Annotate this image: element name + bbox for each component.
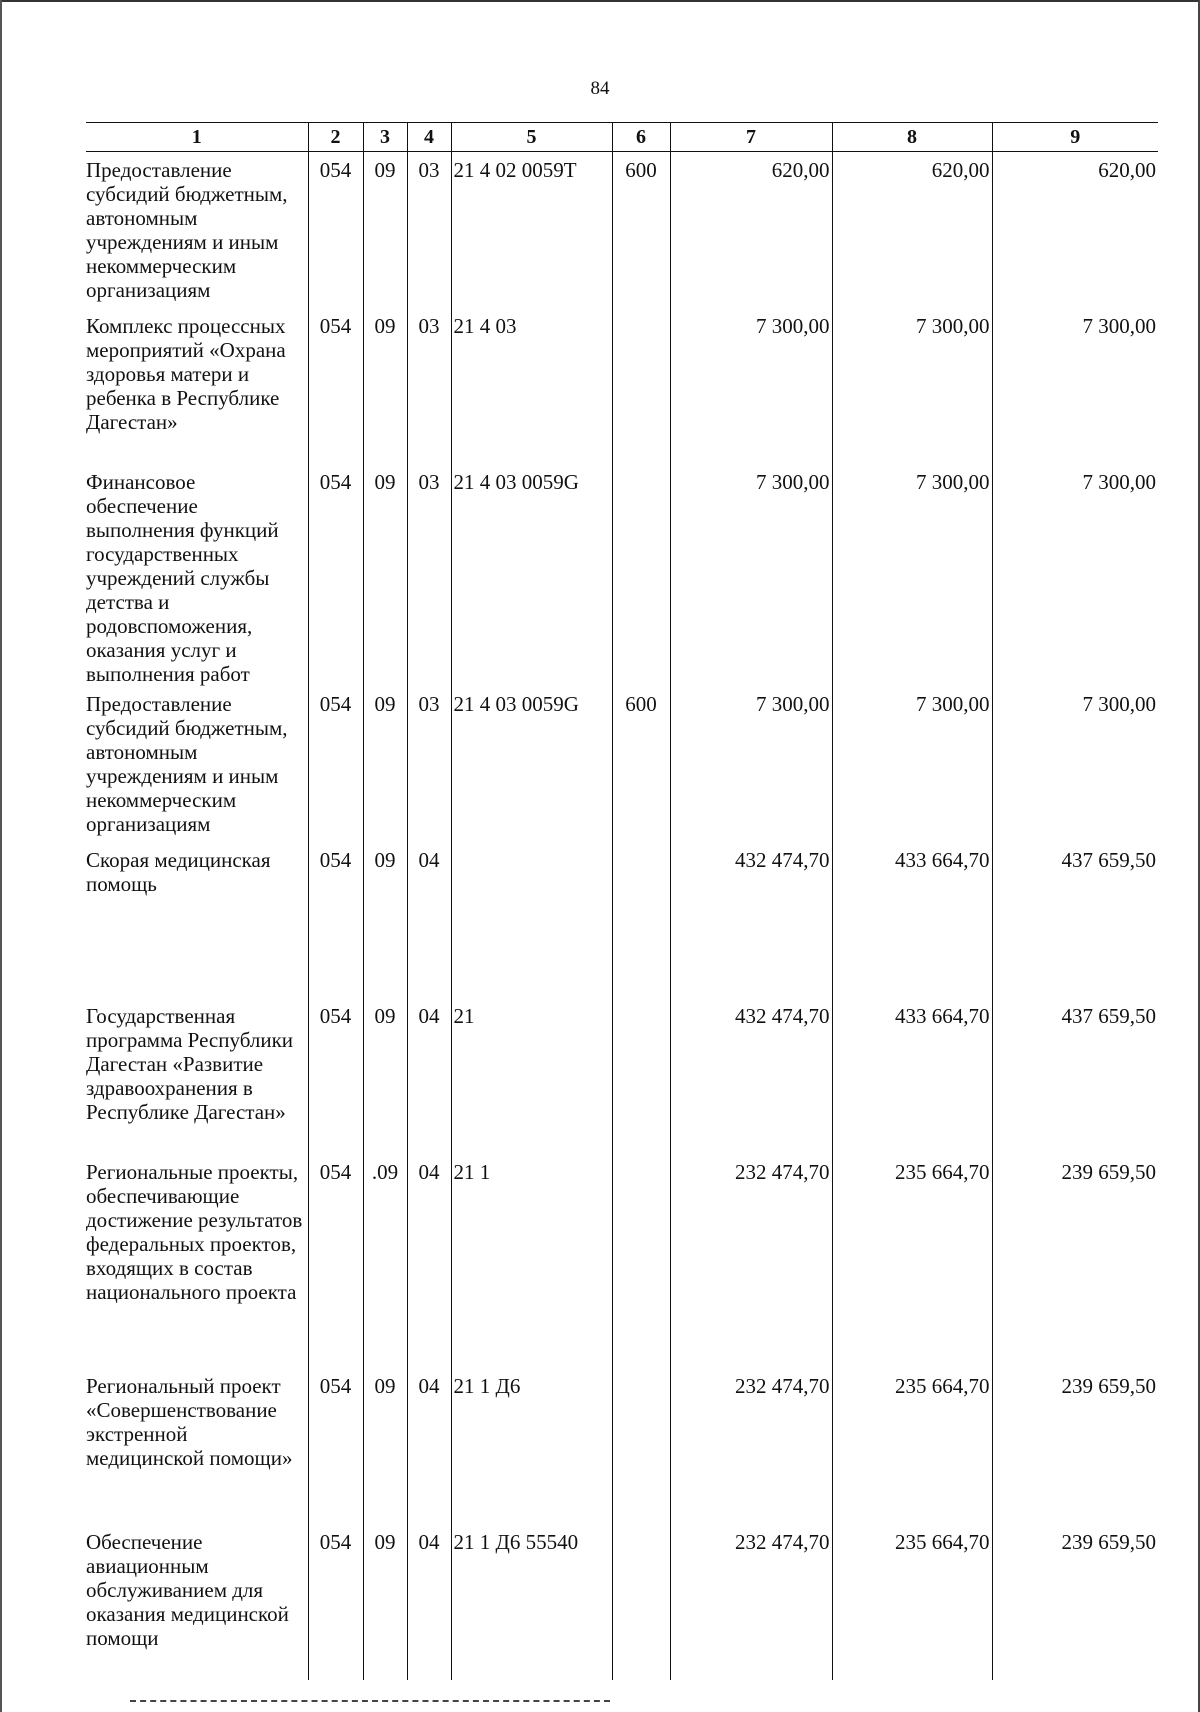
row-name: Финансовое обеспечение выполнения функций государственных учреждений службы детства и родовспоможения, оказания услуг и выполнения работ xyxy=(86,470,279,686)
column-header: 6 xyxy=(612,123,670,152)
row-name: Скорая медицинская помощь xyxy=(86,848,271,896)
column-header: 2 xyxy=(308,123,363,152)
table-row xyxy=(86,308,1158,464)
cell-target-article: 21 xyxy=(451,998,612,1154)
cell-expense-type: 600 xyxy=(612,152,670,309)
table-row xyxy=(86,686,1158,842)
column-header: 7 xyxy=(670,123,832,152)
cell-section: 09 xyxy=(363,464,407,686)
cell-expense-type xyxy=(612,1368,670,1524)
cell-subsection: 03 xyxy=(407,152,451,309)
cell-amount-col7: 7 300,00 xyxy=(670,464,832,686)
cell-section: 09 xyxy=(363,686,407,842)
cell-expense-type xyxy=(612,1154,670,1368)
table-row xyxy=(86,1368,1158,1524)
cell-target-article: 21 1 Д6 55540 xyxy=(451,1524,612,1680)
cell-amount-col8: 620,00 xyxy=(832,152,992,309)
cell-section: 09 xyxy=(363,1368,407,1524)
cell-target-article xyxy=(451,842,612,998)
budget-table xyxy=(86,122,1158,1680)
cell-amount-col9: 7 300,00 xyxy=(992,308,1158,464)
cell-admin-code: 054 xyxy=(308,1154,363,1368)
cell-admin-code: 054 xyxy=(308,1524,363,1680)
cell-subsection: 03 xyxy=(407,686,451,842)
table-row xyxy=(86,1524,1158,1680)
cell-subsection: 04 xyxy=(407,998,451,1154)
cell-amount-col9: 437 659,50 xyxy=(992,842,1158,998)
cell-target-article: 21 1 Д6 xyxy=(451,1368,612,1524)
cell-admin-code: 054 xyxy=(308,464,363,686)
cell-amount-col9: 239 659,50 xyxy=(992,1368,1158,1524)
scan-border-top xyxy=(0,0,1200,2)
row-name: Региональный проект «Совершенствование экстренной медицинской помощи» xyxy=(86,1374,293,1470)
cell-amount-col9: 7 300,00 xyxy=(992,464,1158,686)
cell-target-article: 21 4 03 0059G xyxy=(451,464,612,686)
cell-subsection: 03 xyxy=(407,464,451,686)
cell-amount-col8: 433 664,70 xyxy=(832,998,992,1154)
column-header: 8 xyxy=(832,123,992,152)
column-header: 5 xyxy=(451,123,612,152)
row-name: Региональные проекты, обеспечивающие достижение результатов федеральных проектов, входящих в состав национального проекта xyxy=(86,1160,303,1304)
table-header-row xyxy=(86,123,1158,152)
cell-amount-col9: 7 300,00 xyxy=(992,686,1158,842)
cell-section: 09 xyxy=(363,152,407,309)
cell-target-article: 21 1 xyxy=(451,1154,612,1368)
cell-expense-type xyxy=(612,998,670,1154)
cell-admin-code: 054 xyxy=(308,308,363,464)
cell-expense-type: 600 xyxy=(612,686,670,842)
cell-subsection: 03 xyxy=(407,308,451,464)
cell-amount-col9: 239 659,50 xyxy=(992,1154,1158,1368)
cell-amount-col7: 432 474,70 xyxy=(670,998,832,1154)
table-row xyxy=(86,464,1158,686)
cell-amount-col9: 239 659,50 xyxy=(992,1524,1158,1680)
cell-amount-col7: 620,00 xyxy=(670,152,832,309)
cell-admin-code: 054 xyxy=(308,686,363,842)
cell-amount-col7: 232 474,70 xyxy=(670,1154,832,1368)
cell-section: 09 xyxy=(363,998,407,1154)
cell-expense-type xyxy=(612,464,670,686)
cell-section: 09 xyxy=(363,1524,407,1680)
cell-expense-type xyxy=(612,842,670,998)
cell-amount-col8: 235 664,70 xyxy=(832,1154,992,1368)
cell-section: .09 xyxy=(363,1154,407,1368)
row-name: Государственная программа Республики Дагестан «Развитие здравоохранения в Республике Дагестан» xyxy=(86,1004,294,1124)
cell-admin-code: 054 xyxy=(308,1368,363,1524)
cell-amount-col8: 7 300,00 xyxy=(832,686,992,842)
cell-subsection: 04 xyxy=(407,1524,451,1680)
column-header: 3 xyxy=(363,123,407,152)
cell-target-article: 21 4 02 0059Т xyxy=(451,152,612,309)
cell-target-article: 21 4 03 xyxy=(451,308,612,464)
cell-amount-col7: 232 474,70 xyxy=(670,1368,832,1524)
cell-subsection: 04 xyxy=(407,842,451,998)
cell-amount-col8: 235 664,70 xyxy=(832,1368,992,1524)
cell-amount-col8: 7 300,00 xyxy=(832,464,992,686)
cell-subsection: 04 xyxy=(407,1368,451,1524)
cell-amount-col7: 432 474,70 xyxy=(670,842,832,998)
cell-amount-col8: 433 664,70 xyxy=(832,842,992,998)
column-header: 4 xyxy=(407,123,451,152)
cell-expense-type xyxy=(612,308,670,464)
cell-expense-type xyxy=(612,1524,670,1680)
cell-amount-col9: 620,00 xyxy=(992,152,1158,309)
table-row xyxy=(86,1154,1158,1368)
scan-bottom-marks xyxy=(130,1700,610,1704)
cell-amount-col7: 7 300,00 xyxy=(670,686,832,842)
cell-amount-col8: 235 664,70 xyxy=(832,1524,992,1680)
table-row xyxy=(86,152,1158,309)
cell-amount-col8: 7 300,00 xyxy=(832,308,992,464)
cell-admin-code: 054 xyxy=(308,152,363,309)
cell-section: 09 xyxy=(363,308,407,464)
page-number: 84 xyxy=(590,78,610,99)
cell-admin-code: 054 xyxy=(308,998,363,1154)
cell-target-article: 21 4 03 0059G xyxy=(451,686,612,842)
cell-section: 09 xyxy=(363,842,407,998)
row-name: Обеспечение авиационным обслуживанием для оказания медицинской помощи xyxy=(86,1530,289,1650)
row-name: Предоставление субсидий бюджетным, автономным учреждениям и иным некоммерческим организациям xyxy=(86,692,288,836)
column-header: 1 xyxy=(86,123,308,152)
row-name: Предоставление субсидий бюджетным, автономным учреждениям и иным некоммерческим организациям xyxy=(86,158,288,302)
cell-amount-col7: 232 474,70 xyxy=(670,1524,832,1680)
table-row xyxy=(86,842,1158,998)
cell-admin-code: 054 xyxy=(308,842,363,998)
column-header: 9 xyxy=(992,123,1158,152)
scan-border-left xyxy=(0,0,2,1712)
cell-amount-col9: 437 659,50 xyxy=(992,998,1158,1154)
table-row xyxy=(86,998,1158,1154)
cell-amount-col7: 7 300,00 xyxy=(670,308,832,464)
row-name: Комплекс процессных мероприятий «Охрана здоровья матери и ребенка в Республике Дагестан» xyxy=(86,314,286,434)
cell-subsection: 04 xyxy=(407,1154,451,1368)
